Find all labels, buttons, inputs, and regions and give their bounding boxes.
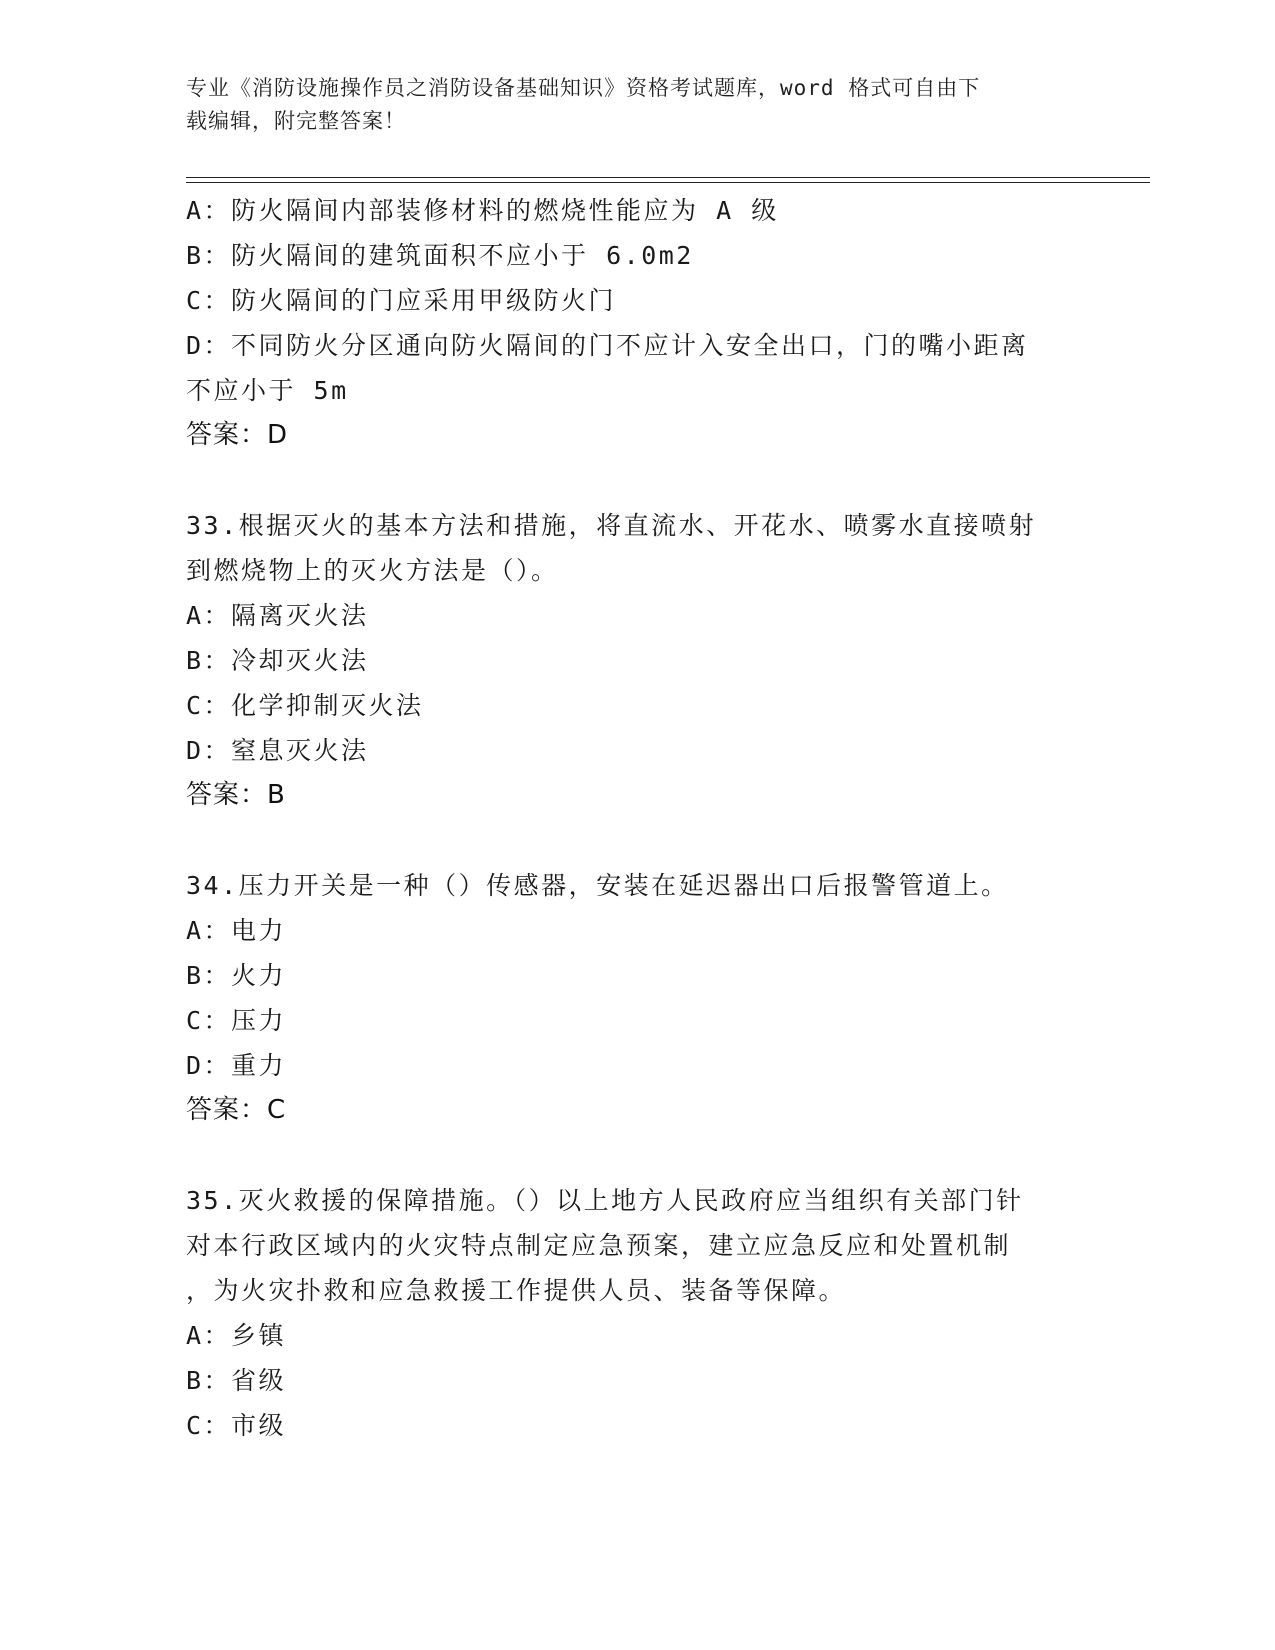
question-list xyxy=(186,188,1086,1448)
header-divider-bottom xyxy=(186,182,1150,183)
answer-32: 答案：D xyxy=(186,420,289,450)
spacer xyxy=(186,1133,1086,1178)
question-stem-line-1: 34.压力开关是一种（）传感器，安装在延迟器出口后报警管道上。 xyxy=(186,871,1009,900)
option-c: C：化学抑制灭火法 xyxy=(186,691,424,720)
answer-34: 答案：C xyxy=(186,1095,287,1125)
answer-33: 答案：B xyxy=(186,780,286,810)
option-a: A：隔离灭火法 xyxy=(186,601,369,630)
question-32 xyxy=(186,188,1086,458)
document-header xyxy=(186,72,1066,138)
option-c: C：压力 xyxy=(186,1006,287,1035)
question-33 xyxy=(186,503,1086,818)
spacer xyxy=(186,818,1086,863)
option-d: D：重力 xyxy=(186,1051,287,1080)
header-divider-top xyxy=(186,177,1150,178)
option-c: C：市级 xyxy=(186,1411,287,1440)
question-35 xyxy=(186,1178,1086,1448)
header-line-2: 载编辑，附完整答案！ xyxy=(186,109,406,133)
question-stem-line-2: 到燃烧物上的灭火方法是（）。 xyxy=(186,556,559,585)
question-stem-line-1: 35.灭火救援的保障措施。（）以上地方人民政府应当组织有关部门针 xyxy=(186,1186,1024,1215)
option-b: B：省级 xyxy=(186,1366,287,1395)
question-stem-line-1: 33.根据灭火的基本方法和措施，将直流水、开花水、喷雾水直接喷射 xyxy=(186,511,1037,540)
option-d: D：窒息灭火法 xyxy=(186,736,369,765)
option-a: A：乡镇 xyxy=(186,1321,287,1350)
header-line-1: 专业《消防设施操作员之消防设备基础知识》资格考试题库，word 格式可自由下 xyxy=(186,76,981,100)
question-stem-line-3: ，为火灾扑救和应急救援工作提供人员、装备等保障。 xyxy=(186,1276,847,1305)
option-b: B：冷却灭火法 xyxy=(186,646,369,675)
option-a: A：电力 xyxy=(186,916,287,945)
spacer xyxy=(186,458,1086,503)
option-d-continued: 不应小于 5m xyxy=(186,376,349,405)
option-a: A：防火隔间内部装修材料的燃烧性能应为 A 级 xyxy=(186,196,779,225)
option-b: B：防火隔间的建筑面积不应小于 6.0m2 xyxy=(186,241,694,270)
option-d: D：不同防火分区通向防火隔间的门不应计入安全出口，门的嘴小距离 xyxy=(186,331,1029,360)
option-c: C：防火隔间的门应采用甲级防火门 xyxy=(186,286,617,315)
question-34 xyxy=(186,863,1086,1133)
option-b: B：火力 xyxy=(186,961,287,990)
question-stem-line-2: 对本行政区域内的火灾特点制定应急预案，建立应急反应和处置机制 xyxy=(186,1231,1012,1260)
